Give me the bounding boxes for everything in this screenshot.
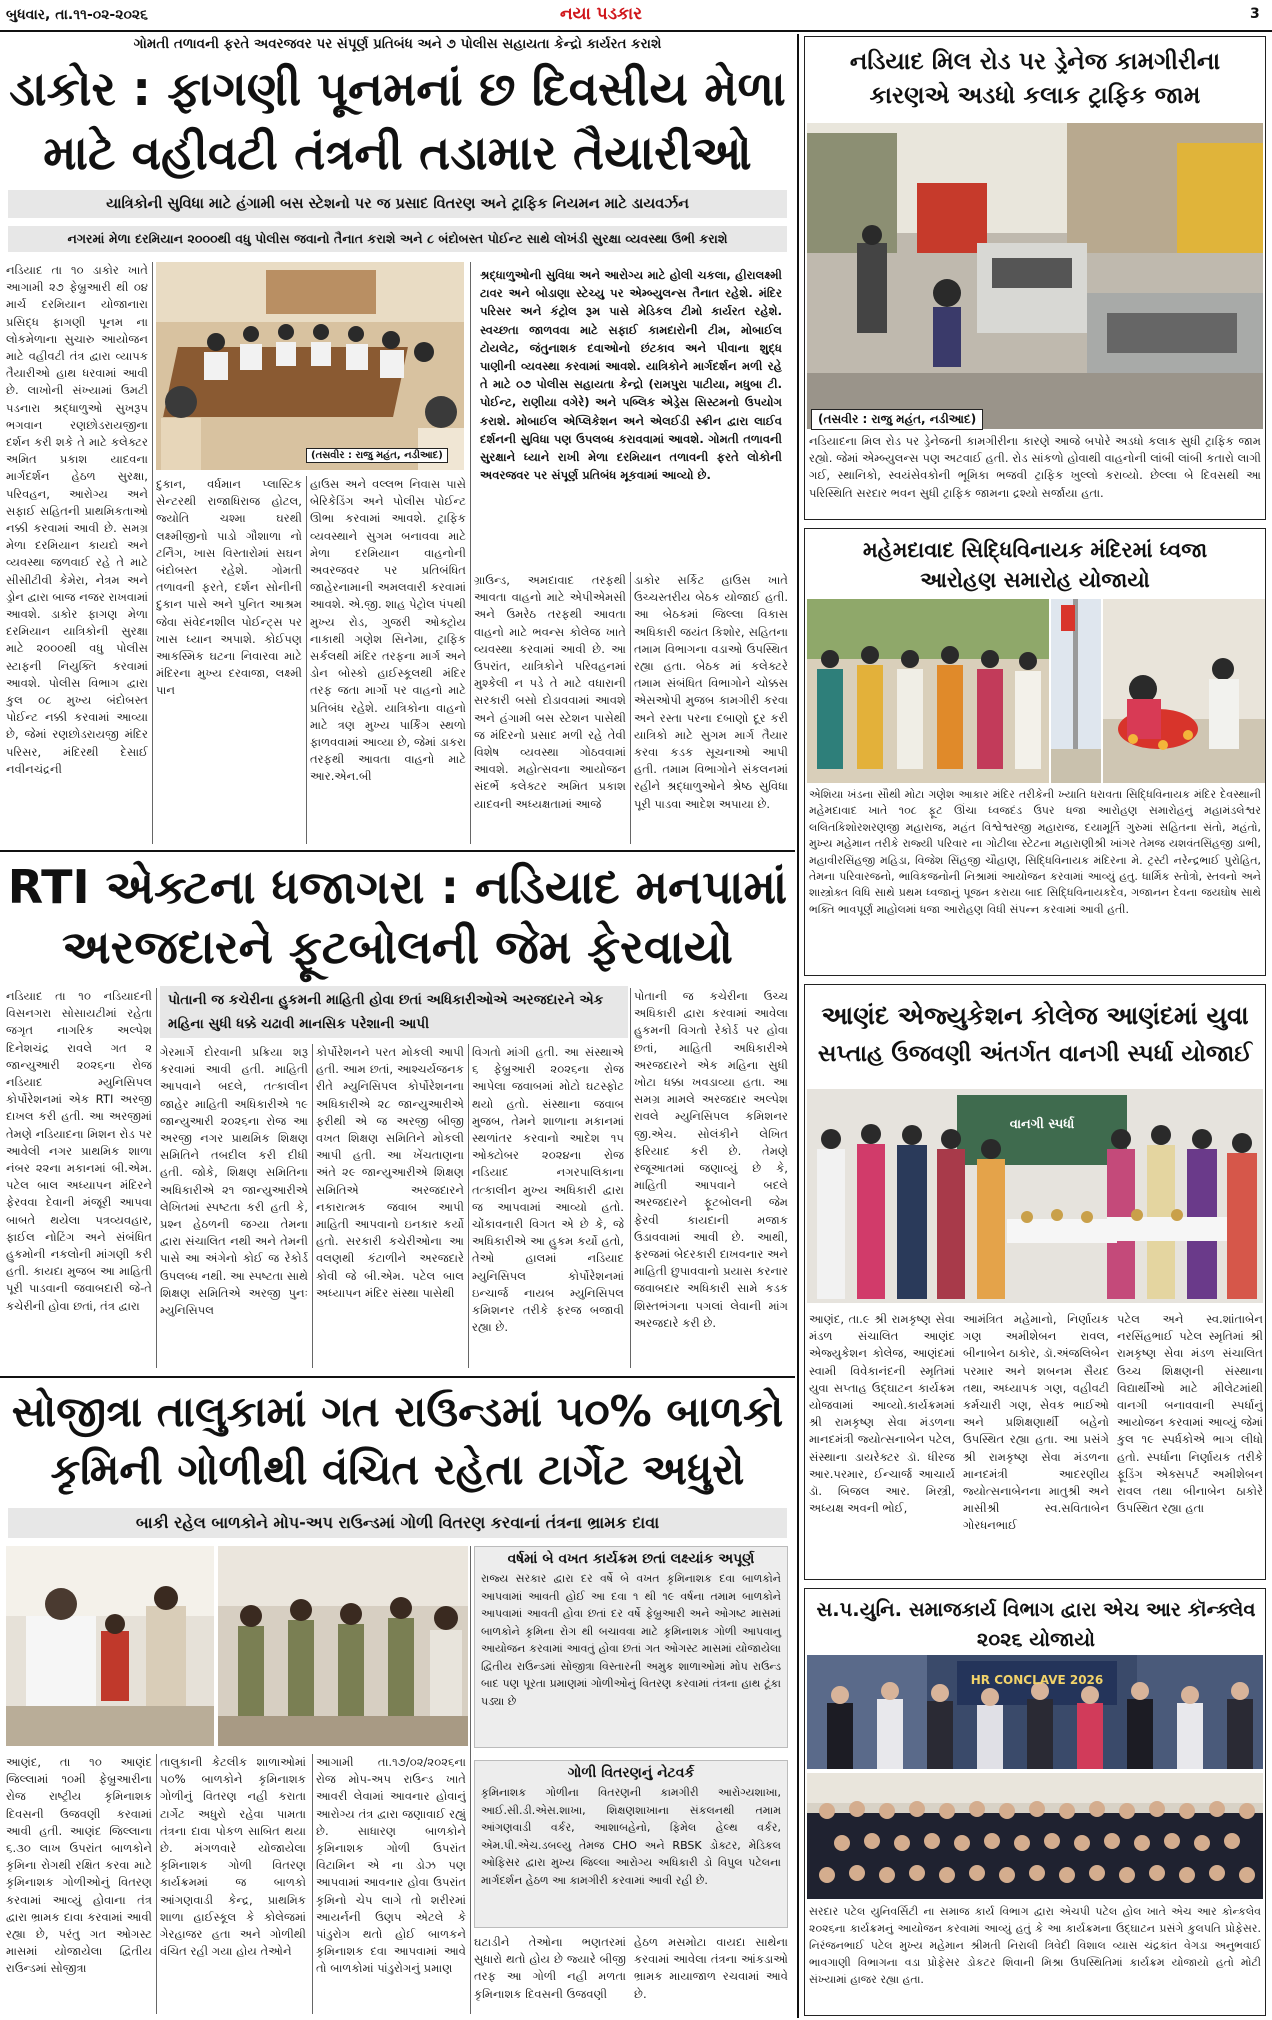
siddhivinayak-photo-procession — [807, 599, 1049, 783]
sojitra-box-2 — [474, 1760, 788, 1928]
nadiad-drain-caption: (તસવીર : રાજુ મહંત, નડીઆદ) — [811, 409, 983, 430]
sp-univ-headline: સ.પ.યુનિ. સમાજકાર્ય વિભાગ દ્વારા એચ આર કૉન્ક્લેવ ૨૦૨૬ યોજાયો — [816, 1598, 1256, 1651]
nadiad-drain-headline-1: નડિયાદ મિલ રોડ પર ડ્રેનેજ કામગીરીના — [849, 47, 1221, 75]
sp-univ-body: સરદાર પટેલ યુનિવર્સિટી ના સમાજ કાર્ય વિભાગ દ્વારા એચપી પટેલ હોલ ખાતે એચ આર કોન્કલેવ ૨૦૨૬ના કાર્યક્રમનું આયોજન કરવામાં આવ્યું હતું કે આ કાર્યક્રમના ઉદ્‌ઘાટન પ્રસંગે કુલપતિ પ્રોફેસર. નિરંજનભાઈ પટેલ મુખ્ય મહેમાન શ્રીમતી નિરાલી ત્રિવેદી વિશાલ વ્યાસ ચંદ્રકાંત વેગડા અનુભવાઈ ભાવગાણી વિભાગના વડા પ્રોફેસર ડોકટર શિવાની મિશ્રા ઉપસ્થિતિમાં કાર્યક્રમ યોજાયો હતો મોટી સંખ્યામાં હાજર રહ્યા હતા. — [809, 1905, 1261, 1986]
rti-subbox: પોતાની જ કચેરીના હુકમની માહિતી હોવા છતાં અધિકારીઓએ અરજદારને એક મહિના સુધી ધક્કે ચઢાવી માનસિક પરેશાની આપી — [160, 986, 628, 1038]
siddhivinayak-photo-puja — [1103, 599, 1265, 783]
siddhivinayak-body: એશિયા ખંડના સૌથી મોટા ગણેશ આકાર મંદિર તરીકેની ખ્યાતિ ધરાવતા સિદ્ધિવિનાયક મંદિર દેવસ્થાની મહેમદાવાદ ખાતે ૧૦૮ ફૂટ ઊંચા ધ્વજદંડ ઉપર ધજા આરોહણ સમારોહનું મહામંડલેશ્વર લલિતકિશોરશરણજી મહારાજ, મહંત વિશ્વેશ્વરજી મહારાજ, દયામૂર્તિ ગુરુમાં સહિતના સંતો, મહંતો, મુખ્ય મહેમાન તરીકે રાજ્યી પરિવાર ના ગોટીલા સ્ટેટના મહારાણીશ્રી ખાંગર તેમજ યશવંતસિંહજી ડાભી, મહાવીરસિંહજી મહિડા, વિજેશ સિંહજી ચૌહાણ, સિદ્ધિવિનાયક મંદિરના મે. ટ્રસ્ટી નરેન્દ્રભાઈ પુરોહિત, તેમના પરિવારજનો, ભાવિકજનોની નિશ્રામાં આયોજન કરવામાં આવ્યું હતુ. ધાર્મિક સ્તોત્રો, સ્તવનો અને શાસ્ત્રોક્ત વિધિ સાથે પ્રથમ ધ્વજાનું પૂજન કરાયા બાદ સિદ્ધિવિનાયકદેવ, ગજાનન દેવના જયઘોષ સાથે ભક્તિ ભાવપૂર્ણ માહોલમાં ધજા આરોહણ વિધી સંપન્ન કરવામાં આવી હતી. — [809, 788, 1261, 916]
dakor-photo-caption: (તસવીર : રાજુ મહંત, નડીઆદ) — [306, 448, 448, 463]
nadiad-drain-article — [804, 36, 1266, 520]
anand-college-headline-2: સપ્તાહ ઉજવણી અંતર્ગત વાનગી સ્પર્ધા યોજાઈ — [817, 1041, 1253, 1067]
rti-body-col-3: કોર્પોરેશનને પરત મોકલી આપી હતી. આમ છતાં, આશ્ચર્યજનક રીતે મ્યુનિસિપલ કોર્પોરેશનના અધિકારીએ ૨૮ જાન્યુઆરીએ ફરીથી એ જ અરજી બીજી વખત શિક્ષણ સમિતિને મોકલી આપી હતી. આ ખેંચતાણના અંતે ૨૯ જાન્યુઆરીએ શિક્ષણ સમિતિએ અરજદારને નકારાત્મક જવાબ આપી માહિતી આપવાનો ઇનકાર કર્યો હતો. સરકારી કચેરીઓના આ વલણથી કંટાળીને અરજદારે કોવી જે બી.એમ. પટેલ બાલ અધ્યાપન મંદિર સંસ્થા પાસેથી — [316, 1045, 464, 1300]
rti-headline-1: RTI એક્ટના ધજાગરા : નડિયાદ મનપામાં — [7, 860, 788, 914]
dakor-kicker: ગોમતી તળાવની ફરતે અવરજવર પર સંપૂર્ણ પ્રતિબંધ અને ૭ પોલીસ સહાયતા કેન્દ્રો કાર્યરત કરાશે — [133, 36, 662, 52]
dakor-body-col-4: ગ્રાઉન્ડ, અમદાવાદ તરફથી આવતા વાહનો માટે એપીએમસી અને ઉમરેઠ તરફથી આવતા વાહનો માટે ભવન્સ કોલેજ ખાતે વ્યવસ્થા કરવામાં આવી છે. આ ઉપરાંત, યાત્રિકોને પરિવહનમાં મુશ્કેલી ન પડે તે માટે વધારાની સરકારી બસો દોડાવવામાં આવશે અને હંગામી બસ સ્ટેશન પાસેથી જ મંદિરનો પ્રસાદ મળી રહે તેવી વિશેષ વ્યવસ્થા ગોઠવવામાં આવશે. મહોત્સવના આયોજન સંદર્ભે કલેક્ટર અમિત પ્રકાશ યાદવની અધ્યક્ષતામાં આજે — [474, 573, 626, 811]
sp-univ-article — [804, 1588, 1266, 2016]
sojitra-box-2-title: ગોળી વિતરણનું નેટવર્ક — [567, 1765, 695, 1781]
anand-college-headline-1: આણંદ એજ્યુકેશન કોલેજ આણંદમાં યુવા — [821, 1001, 1249, 1030]
page-number: 3 — [1250, 6, 1260, 22]
sojitra-headline-2: કૃમિની ગોળીથી વંચિત રહેતા ટાર્ગેટ અધુરો — [50, 1445, 745, 1494]
anand-college-col-2: આમંત્રિત મહેમાનો, નિર્ણાયક ગણ અમીશેબન રાવલ, બીનાબેન ઠાકોર, ડૉ.અંજલિબેન પરમાર અને શબનમ સૈયદ તથા, અધ્યાપક ગણ, વહીવટી કર્મચારી ગણ, સેવક ભાઈઓ અને પ્રશિક્ષણાર્થી બહેનો ઉપસ્થિત રહ્યા હતા. આ પ્રસંગે શ્રી રામકૃષ્ણ સેવા મંડળના માનદમંત્રી આદરણીય જ્યોત્સનાબેનના માતુશ્રી અને માસીશ્રી સ્વ.સવિતાબેન ગોરધનભાઈ — [963, 1312, 1109, 1533]
dakor-body-col-1: નડિયાદ તા ૧૦ ડાકોર ખાતે આગામી ૨૭ ફેબ્રુઆરી થી ૦૪ માર્ચ દરમિયાન યોજાનારા પ્રસિદ્ધ ફાગણી પૂનમ ના લોકમેળાના સુચારુ આયોજન માટે વહીવટી તંત્ર દ્વારા વ્યાપક તૈયારીઓ હાથ ધરવામાં આવી છે. લાખોની સંખ્યામાં ઉમટી પડનારા શ્રદ્ધાળુઓ સુખરૂપ ભગવાન રણછોડરાયજીના દર્શન કરી શકે તે માટે કલેક્ટર અમિત પ્રકાશ યાદવના માર્ગદર્શન હેઠળ સુરક્ષા, પરિવહન, આરોગ્ય અને સફાઈ સહિતની પ્રાથમિકતાઓ નક્કી કરવામાં આવી છે. સમગ્ર મેળા દરમિયાન કાયદો અને વ્યવસ્થા જળવાઈ રહે તે માટે સીસીટીવી કેમેરા, નેત્રમ અને ડ્રોન દ્વારા બાજ નજર રાખવામાં આવશે. ડાકોર ફાગણ મેળા દરમિયાન યાત્રિકોની સુરક્ષા માટે ૨૦૦૦થી વધુ પોલીસ સ્ટાફની નિયુક્તિ કરવામાં આવશે. પોલીસ વિભાગ દ્વારા કુલ ૦૮ મુખ્ય બંદોબસ્ત પોઈન્ટ નક્કી કરવામાં આવ્યા છે, જેમાં રણછોડરાયજી મંદિર પરિસર, મંદિરથી દેસાઈ નવીનચંદ્રની — [6, 263, 148, 776]
nadiad-traffic-photo — [807, 123, 1263, 429]
anand-college-col-1: આણંદ, તા.૯ શ્રી રામકૃષ્ણ સેવા મંડળ સંચાલિત આણંદ એજ્યુકેશન કોલેજ, આણંદમાં સ્વામી વિવેકાનંદની સ્મૃતિમાં યુવા સપ્તાહ ઉદ્‌ઘાટન કાર્યક્રમ યોજવામાં આવ્યો.કાર્યક્રમમાં શ્રી રામકૃષ્ણ સેવા મંડળના માનદમંત્રી જ્યોત્સનાબેન પટેલ, સંસ્થાના ડાયરેક્ટર ડૉ. ધીરજ આર.પરમાર, ઈન્ચાર્જ આચાર્ય ડૉ. બિજલ આર. મિસ્ત્રી, અધ્યક્ષ અવની ભોઈ, — [809, 1312, 955, 1516]
anand-college-photo-board: વાનગી સ્પર્ધા — [1009, 1117, 1075, 1132]
sojitra-body-col-2: તાલુકાની કેટલીક શાળાઓમાં ૫૦% બાળકોને કૃમિનાશક ગોળીનું વિતરણ નહી કરાતા ટાર્ગેટ અધુરો રહેવા પામતા તંત્રના દાવા પોકળ સાબિત થયા છે. મંગળવારે યોજાયેલા કૃમિનાશક ગોળી વિતરણ કાર્યક્રમમાં જ બાળકો આંગણવાડી કેન્દ્ર, પ્રાથમિક શાળા હાઈસ્કૂલ કે કોલેજમાં ગેરહાજર હતા અને ગોળીથી વંચિત રહી ગયા હોય તેઓને — [160, 1755, 306, 1959]
issue-date: બુધવાર, તા.૧૧-૦૨-૨૦૨૬ — [6, 7, 148, 23]
sojitra-box-1 — [474, 1546, 788, 1748]
paper-name: નયા પડકાર — [560, 4, 642, 24]
dakor-body-col-3: હાઉસ અને વલ્લભ નિવાસ પાસે બેરિકેડિંગ અને પોલીસ પોઈન્ટ ઊભા કરવામાં આવશે. ટ્રાફિક વ્યવસ્થાને સુગમ બનાવવા માટે મેળા દરમિયાન વાહનોની અવરજવર પર પ્રતિબંધિત જાહેરનામાની અમલવારી કરવામાં આવશે. એ.જી. શાહ પેટ્રોલ પંપથી મુખ્ય રોડ, ગુજરી ઓક્ટ્રોય નાકાથી ગણેશ સિનેમા, ટ્રાફિક સર્કલથી મંદિર તરફના માર્ગ અને ડોન બોસ્કો હાઈસ્કૂલથી મંદિર તરફ જતા માર્ગો પર વાહનો માટે પ્રતિબંધ રહેશે. યાત્રિકોના વાહનો માટે ત્રણ મુખ્ય પાર્કિંગ સ્થળો ફાળવવામાં આવ્યા છે, જેમાં ડાકરા તરફથી આવતા વાહનો માટે આર.એન.બી — [310, 477, 466, 784]
rti-headline-2: અરજદારને ફૂટબોલની જેમ ફેરવાયો — [62, 920, 733, 974]
siddhivinayak-photo-flagpole — [1051, 599, 1101, 783]
masthead — [0, 0, 1272, 32]
siddhivinayak-headline-1: મહેમદાવાદ સિદ્ધિવિનાયક મંદિરમાં ધ્વજા — [862, 538, 1208, 562]
masthead-rule — [0, 30, 1272, 32]
rti-body-col-5: પોતાની જ કચેરીના ઉચ્ચ અધિકારી દ્વારા કરવામાં આવેલા હુકમની વિગતો રેકોર્ડ પર હોવા છતાં, માહિતી અધિકારીએ અરજદારને એક મહિના સુધી ખોટા ધક્કા ખવડાવ્યા હતા. આ સમગ્ર મામલે અરજદાર અલ્પેશ રાવલે મ્યુનિસિપલ કમિશનર જી.એચ. સોલંકીને લેખિત ફરિયાદ કરી છે. તેમણે રજૂઆતમાં જણાવ્યું છે કે, માહિતી આપવાને બદલે અરજદારને ફૂટબોલની જેમ ફેરવી કાયદાની મજાક ઉડાવવામાં આવી છે. આથી, ફરજમાં બેદરકારી દાખવનાર અને માહિતી છુપાવવાનો પ્રયાસ કરનાર જવાબદાર અધિકારી સામે કડક શિસ્તભંગના પગલાં લેવાની માંગ અરજદારે કરી છે. — [634, 989, 788, 1330]
sp-univ-photo-audience — [807, 1773, 1263, 1899]
sojitra-subheading: બાકી રહેલ બાળકોને મોપ-અપ રાઉન્ડમાં ગોળી વિતરણ કરવાનાં તંત્રના ભ્રામક દાવા — [8, 1508, 787, 1538]
sojitra-body-col-1: આણંદ, તા ૧૦ આણંદ જિલ્લામાં ૧૦મી ફેબ્રુઆરીના રોજ રાષ્ટ્રીય કૃમિનાશક દિવસની ઉજવણી કરવામાં આવી હતી. આણંદ જિલ્લાના ૬.૩૦ લાખ ઉપરાંત બાળકોને કૃમિના રોગથી રક્ષિત કરવા માટે કૃમિનાશક ગોળીઓનું વિતરણ કરવામાં આવ્યું હોવાના તંત્ર દ્વારા ભ્રામક દાવા કરવામાં આવી રહ્યા છે, પરંતુ ગત ઓગસ્ટ માસમાં યોજાયેલા દ્વિતીય રાઉન્ડમાં સોજીત્રા — [6, 1755, 152, 1976]
sp-univ-banner: HR CONCLAVE 2026 — [970, 1673, 1104, 1687]
sojitra-box-1-text: રાજ્ય સરકાર દ્વારા દર વર્ષે બે વખત કૃમિનાશક દવા બાળકોને આપવામાં આવતી હોઈ આ દવા ૧ થી ૧૯ વર્ષના તમામ બાળકોને આપવામાં આવતી હોવા છતાં દર વર્ષે ફેબ્રુઆરી અને ઓગષ્ટ માસમાં બાળકોને કૃમિના રોગ થી બચાવવા માટે કૃમિનાશક ગોળી આપવાનુ આયોજન કરવામાં આવતું હોવા છતાં ગત ઓગસ્ટ માસમાં યોજાયેલા દ્વિતીય રાઉન્ડમાં સોજીત્રા વિસ્તારની અમુક શાળાઓમાં મોપ રાઉન્ડ બાદ પણ પૂરતા પ્રમાણમાં ગોળીઓનું વિતરણ કરવામાં તંત્રના હાથ ટૂંકા પડ્યા છે — [481, 1572, 781, 1708]
dakor-subheading-2: નગરમાં મેળા દરમિયાન ૨૦૦૦થી વધુ પોલીસ જવાનો તૈનાત કરાશે અને ૮ બંદોબસ્ત પોઈન્ટ સાથે લોખંડી સુરક્ષા વ્યવસ્થા ઉભી કરાશે — [8, 226, 787, 252]
nadiad-drain-headline-2: કારણએ અડધો કલાક ટ્રાફિક જામ — [869, 81, 1201, 109]
dakor-subheading-1: યાત્રિકોની સુવિધા માટે હંગામી બસ સ્ટેશનો પર જ પ્રસાદ વિતરણ અને ટ્રાફિક નિયમન માટે ડાયવર્ઝન — [8, 190, 787, 218]
dakor-headline-2: માટે વહીવટી તંત્રની તડામાર તૈયારીઓ — [43, 126, 752, 181]
sojitra-box-1-title: વર્ષમાં બે વખત કાર્યક્રમ છતાં લક્ષ્યાંક અપૂર્ણ — [507, 1551, 755, 1567]
dakor-highlight-box — [474, 262, 788, 562]
siddhivinayak-headline-2: આરોહણ સમારોહ યોજાયો — [920, 568, 1150, 592]
sojitra-body-col-3: આગામી તા.૧૭/૦૨/૨૦૨૬ના રોજ મોપ-અપ રાઉન્ડ ખાતે આવરી લેવામાં આવનાર હોવાનું આરોગ્ય તંત્ર દ્વારા જણાવાઈ રહ્યું છે. સાધારણ બાળકોને કૃમિનાશક ગોળી ઉપરાંત વિટામિન એ ના ડોઝ પણ આપવામાં આવનાર હોવા ઉપરાંત કૃમિનો ચેપ લાગે તો શરીરમાં આયર્નની ઉણપ એટલે કે પાંડુરોગ થતો હોઈ બાળકને કૃમિનાશક દવા આપવામાં આવે તો બાળકોમાં પાંડુરોગનું પ્રમાણ — [316, 1755, 466, 1976]
dakor-body-col-5: ડાકોર સર્કિટ હાઉસ ખાતે ઉચ્ચસ્તરીય બેઠક યોજાઈ હતી. આ બેઠકમાં જિલ્લા વિકાસ અધિકારી જયંત કિશોર, સહિતના તમામ વિભાગના વડાઓ ઉપસ્થિત રહ્યા હતા. બેઠક માં કલેક્ટરે તમામ સંબંધિત વિભાગોને ચોક્કસ એસઓપી મુજબ કામગીરી કરવા અને રસ્તા પરના દબાણો દૂર કરી યાત્રિકો માટે સુગમ માર્ગ તૈયાર કરવા કડક સૂચનાઓ આપી હતી. તમામ વિભાગોને સંકલનમાં રહીને શ્રદ્ધાળુઓને શ્રેષ્ઠ સુવિધા પૂરી પાડવા આદેશ અપાયા છે. — [634, 573, 788, 811]
sojitra-headline-1: સોજીત્રા તાલુકામાં ગત રાઉન્ડમાં ૫૦% બાળકો — [11, 1387, 784, 1436]
sojitra-body-col-4: ઘટાડીને તેઓના ભણતરમાં સુધારો થતો હોય છે જ્યારે બીજી તરફ આ ગોળી નહી મળતા કૃમિનાશક દિવસની ઉજવણી — [474, 1935, 626, 2001]
sojitra-photo-students — [218, 1546, 468, 1746]
sojitra-body-col-5: હેઠળ મસમોટા વાયદા સાથેના કરવામાં આવેલા તંત્રના આંકડાઓ ભ્રામક માયાજાળ રચવામાં આવે છે. — [634, 1935, 788, 2001]
rti-body-col-1: નડિયાદ તા ૧૦ નડિયાદની વિસનગરા સોસાયટીમાં રહેતા જગૃત નાગરિક અલ્પેશ દિનેશચંદ્ર રાવલે ગત ૨ જાન્યુઆરી ૨૦૨૬ના રોજ નડિયાદ મ્યુનિસિપલ કોર્પોરેશનમાં એક RTI અરજી દાખલ કરી હતી. આ અરજીમાં તેમણે નડિયાદના મિશન રોડ પર આવેલી નગર પ્રાથમિક શાળા નંબર ૨૨ના મકાનમાં બી.એમ. પટેલ બાલ અધ્યાપન મંદિરને ફેરવવા દેવાની મંજૂરી આપવા બાબતે થયેલા પત્રવ્યવહાર, ફાઈલ નોટિંગ અને સંબંધિત હુકમોની નકલોની માંગણી કરી હતી. કાયદા મુજબ આ માહિતી પૂરી પાડવાની જવાબદારી જે-તે કચેરીની હોવા છતાં, તંત્ર દ્વારા — [6, 989, 152, 1313]
sojitra-box-2-text: કૃમિનાશક ગોળીના વિતરણની કામગીરી આરોગ્યશાખા, આઈ.સી.ડી.એસ.શાખા, શિક્ષણશાખાના સંકલનથી તમામ આંગણવાડી વર્કર, આશાબહેનો, ફિમેલ હેલ્થ વર્કર, એમ.પી.એચ.ડબલ્યુ તેમજ CHO અને RBSK ડોક્ટર, મેડિકલ ઓફિસર દ્વારા મુખ્ય જિલ્લા આરોગ્ય અધિકારી ડો વિપુલ પટેલના માર્ગદર્શન હેઠળ આ કામગીરી કરવામાં આવી રહી છે. — [481, 1786, 781, 1887]
rti-body-col-4: વિગતો માંગી હતી. આ સંસ્થાએ ૬ ફેબ્રુઆરી ૨૦૨૬ના રોજ આપેલા જવાબમાં મોટો ઘટસ્ફોટ થયો હતો. સંસ્થાના જવાબ મુજબ, તેમને શાળાના મકાનમાં સ્થળાંતર કરવાનો આદેશ ૧૫ ઓક્ટોબર ૨૦૨૪ના રોજ નડિયાદ નગરપાલિકાના તત્કાલીન મુખ્ય અધિકારી દ્વારા જ આપવામાં આવ્યો હતો. ચોંકાવનારી વિગત એ છે કે, જે અધિકારીએ આ હુકમ કર્યો હતો, તેઓ હાલમાં નડિયાદ મ્યુનિસિપલ કોર્પોરેશનમાં ઇન્ચાર્જ નાયબ મ્યુનિસિપલ કમિશનર તરીકે ફરજ બજાવી રહ્યા છે. — [472, 1045, 624, 1335]
anand-college-photo — [807, 1089, 1263, 1303]
dakor-body-col-2: દુકાન, વર્ધમાન પ્લાસ્ટિક સેન્ટરથી રાજાધિરાજ હોટલ, જ્યોતિ ચશ્મા ઘરથી લક્ષ્મીજીનો પાડો ગૌશાળા નો ટર્નિંગ, ખાસ વિસ્તારોમાં સઘન બંદોબસ્ત રહેશે. ગોમતી તળાવની ફરતે, દર્શન સોનીની દુકાન પાસે અને પુનિત આશ્રમ જેવા સંવેદનશીલ પોઈન્ટ્સ પર ખાસ ધ્યાન અપાશે. કોઈપણ આકસ્મિક ઘટના નિવારવા માટે મંદિરના મુખ્ય દરવાજા, લક્ષ્મી પાન — [156, 477, 302, 698]
anand-college-article — [804, 984, 1266, 1580]
sojitra-photo-doctor — [6, 1546, 214, 1746]
dakor-highlight-text: શ્રદ્ધાળુઓની સુવિધા અને આરોગ્ય માટે હોલી ચકલા, હીરાલક્ષ્મી ટાવર અને બોડાણા સ્ટેચ્યુ પર એમ્બ્યુલન્સ તૈનાત રહેશે. મંદિર પરિસર અને કંટ્રોલ રૂમ પાસે મેડિકલ ટીમો કાર્યરત રહેશે. સ્વચ્છતા જાળવવા માટે સફાઈ કામદારોની ટીમ, મોબાઈલ ટોયલેટ, જંતુનાશક દવાઓનો છંટકાવ અને પીવાના શુદ્ધ પાણીની વ્યવસ્થા કરવામાં આવશે. યાત્રિકોને માર્ગદર્શન મળી રહે તે માટે ૦૭ પોલીસ સહાયતા કેન્દ્રો (રામપુરા પાટીયા, મધુબા ટી. પોઈન્ટ, રાણીયા વગેરે) અને પબ્લિક એડ્રેસ સિસ્ટમનો ઉપયોગ કરાશે. મોબાઈલ એપ્લિકેશન અને એલઈડી સ્ક્રીન દ્વારા લાઈવ દર્શનની સુવિધા પણ ઉપલબ્ધ કરાવવામાં આવશે. ગોમતી તળાવની સુરક્ષાને ધ્યાને રાખી મેળા દરમિયાન તળાવની ફરતે લોકોની અવરજવર પર સંપૂર્ણ પ્રતિબંધ મૂકવામાં આવ્યો છે. — [480, 268, 782, 483]
dakor-meeting-photo — [156, 262, 464, 470]
rti-body-col-2: ગેરમાર્ગે દોરવાની પ્રક્રિયા શરૂ કરવામાં આવી હતી. માહિતી આપવાને બદલે, તત્કાલીન જાહેર માહિતી અધિકારીએ ૧૯ જાન્યુઆરી ૨૦૨૬ના રોજ આ અરજી નગર પ્રાથમિક શિક્ષણ સમિતિને તબદીલ કરી દીધી હતી. જોકે, શિક્ષણ સમિતિના અધિકારીએ ૨૧ જાન્યુઆરીએ લેખિતમાં સ્પષ્ટતા કરી હતી કે, પ્રશ્ન હેઠળની જગ્યા તેમના દ્વારા સંચાલિત નથી અને તેમની પાસે આ અંગેનો કોઈ જ રેકોર્ડ ઉપલબ્ધ નથી. આ સ્પષ્ટતા સાથે શિક્ષણ સમિતિએ અરજી પુનઃ મ્યુનિસિપલ — [160, 1045, 308, 1318]
siddhivinayak-article — [804, 528, 1266, 976]
sp-univ-photo-stage — [807, 1655, 1263, 1769]
nadiad-drain-body: નડિયાદના મિલ રોડ પર ડ્રેનેજની કામગીરીના કારણે આજે બપોરે અડધો કલાક સુધી ટ્રાફિક જામ રહ્યો. જેમાં એમ્બ્યુલન્સ પણ અટવાઈ હતી. રોડ સાંકળો હોવાથી વાહનોની લાંબી લાંબી કતારો લાગી ગઈ, સ્થાનિકો, સ્વયંસેવકોની ભૂમિકા ભજવી ટ્રાફિક ખુલ્લો કરાવ્યો. છેલ્લા બે દિવસથી આ પરિસ્થિતિ સરદાર ભવન સુધી ટ્રાફિક જામના દ્રશ્યો સર્જાયા હતા. — [809, 434, 1261, 500]
dakor-headline-1: ડાકોર : ફાગણી પૂનમનાં છ દિવસીય મેળા — [9, 62, 786, 117]
anand-college-col-3: પટેલ અને સ્વ.શાંતાબેન નરસિંહભાઈ પટેલ સ્મૃતિમાં શ્રી રામકૃષ્ણ સેવા મંડળ સંચાલિત ઉચ્ચ શિક્ષણની સંસ્થાના વિદ્યાર્થીઓ માટે મીલેટમાંથી વાનગી બનાવવાની સ્પર્ધાનું આયોજન કરવામાં આવ્યું જેમાં કુલ ૧૯ સ્પર્ધકોએ ભાગ લીધો હતો. સ્પર્ધાના નિર્ણાયક તરીકે ફૂડિંગ એક્સપર્ટ અમીશેબન રાવલ તથા બીનાબેન ઠાકોરે ઉપસ્થિત રહ્યા હતા — [1117, 1312, 1263, 1516]
